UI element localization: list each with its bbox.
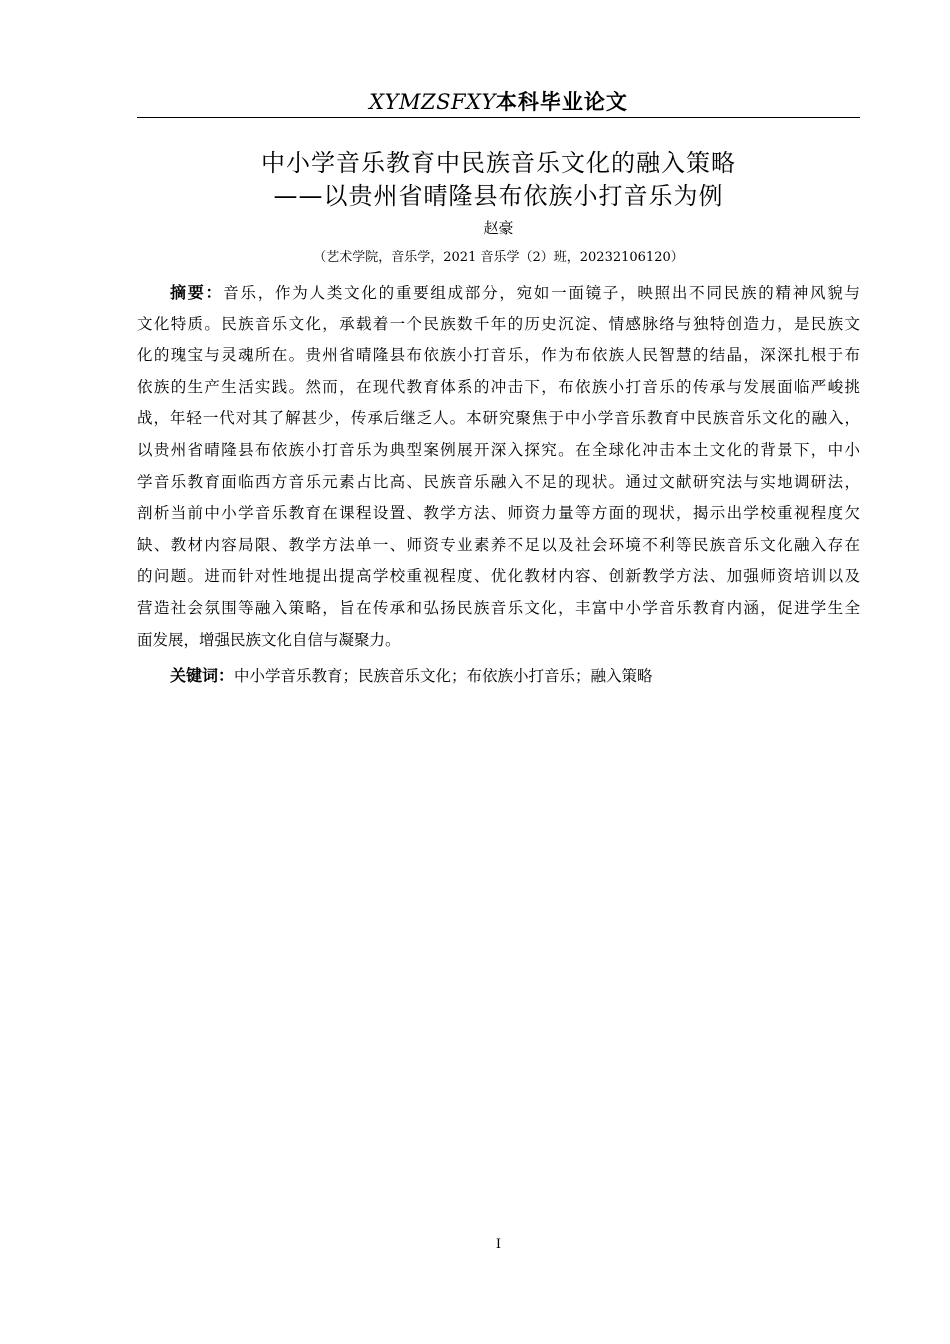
abstract-line	[137, 277, 860, 309]
abstract-label: 摘要：	[170, 283, 224, 302]
running-header-cjk: 本科毕业论文	[495, 90, 628, 114]
author-name: 赵豪	[483, 219, 514, 237]
abstract-line: 面发展，增强民族文化自信与凝聚力。	[137, 630, 401, 649]
abstract-line: 战，年轻一代对其了解甚少，传承后继乏人。本研究聚焦于中小学音乐教育中民族音乐文化的融入，	[137, 409, 860, 428]
keywords	[137, 660, 860, 692]
page-number: I	[495, 1237, 502, 1252]
abstract-line: 化的瑰宝与灵魂所在。贵州省晴隆县布依族小打音乐，作为布依族人民智慧的结晶，深深扎根于布	[137, 346, 860, 365]
keywords-label: 关键词：	[170, 666, 235, 685]
abstract-line: 学音乐教育面临西方音乐元素占比高、民族音乐融入不足的现状。通过文献研究法与实地调研法，	[137, 472, 860, 491]
running-header	[137, 88, 860, 116]
abstract-line: 营造社会氛围等融入策略，旨在传承和弘扬民族音乐文化，丰富中小学音乐教育内涵，促进学生全	[137, 598, 860, 617]
abstract-line: 文化特质。民族音乐文化，承载着一个民族数千年的历史沉淀、情感脉络与独特创造力，是民族文	[137, 314, 860, 333]
abstract-line: 缺、教材内容局限、教学方法单一、师资专业素养不足以及社会环境不利等民族音乐文化融入存在	[137, 535, 860, 554]
page-subtitle: ——以贵州省晴隆县布依族小打音乐为例	[273, 182, 724, 210]
abstract-line-text: 音乐，作为人类文化的重要组成部分，宛如一面镜子，映照出不同民族的精神风貌与	[223, 284, 860, 302]
abstract-line: 的问题。进而针对性地提出提高学校重视程度、优化教材内容、创新教学方法、加强师资培训以及	[137, 567, 860, 586]
header-rule	[137, 117, 860, 118]
author-affiliation: （艺术学院，音乐学，2021 音乐学（2）班，20232106120）	[313, 250, 684, 265]
abstract-line: 剖析当前中小学音乐教育在课程设置、教学方法、师资力量等方面的现状，揭示出学校重视程度欠	[137, 504, 860, 523]
abstract-line: 依族的生产生活实践。然而，在现代教育体系的冲击下，布依族小打音乐的传承与发展面临严峻挑	[137, 377, 860, 396]
page-title: 中小学音乐教育中民族音乐文化的融入策略	[261, 149, 736, 177]
running-header-latin: XYMZSFXY	[369, 90, 496, 114]
keywords-text: 中小学音乐教育；民族音乐文化；布依族小打音乐；融入策略	[234, 667, 653, 685]
abstract	[137, 277, 860, 656]
abstract-line: 以贵州省晴隆县布依族小打音乐为典型案例展开深入探究。在全球化冲击本土文化的背景下，中小	[137, 440, 860, 459]
